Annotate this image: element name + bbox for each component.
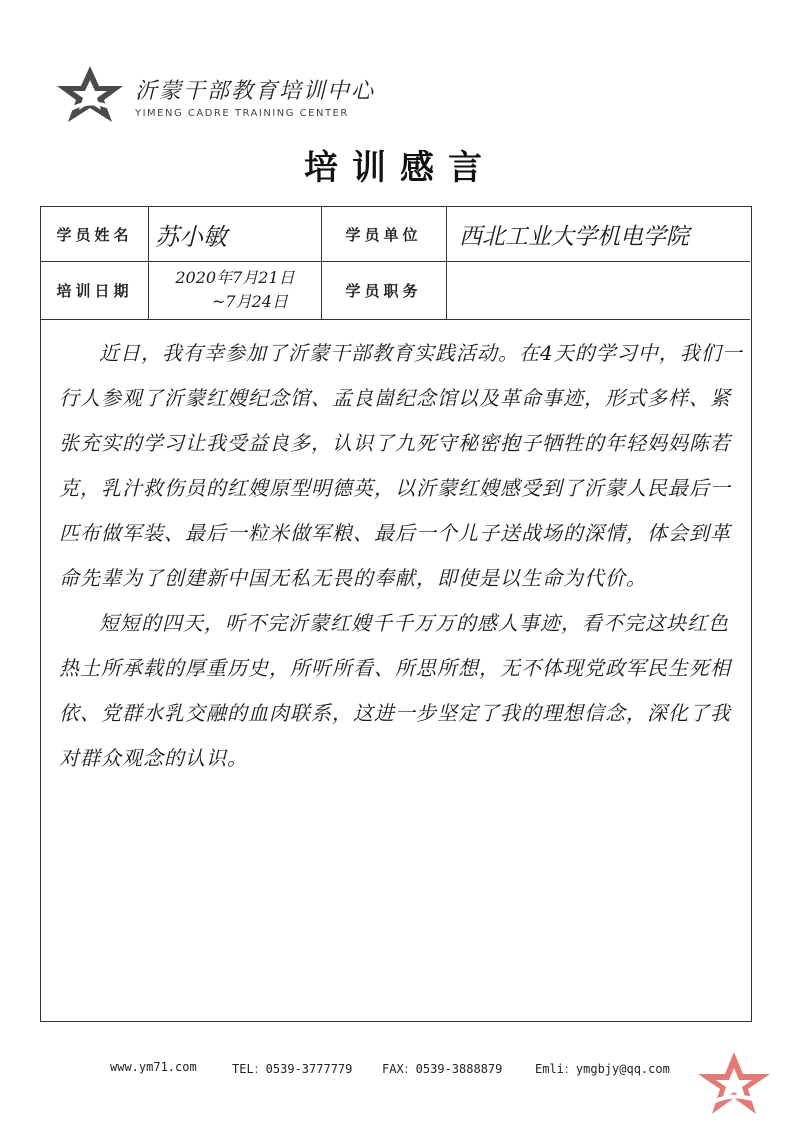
date-label: 培训日期	[56, 281, 133, 300]
reflection-form	[40, 206, 752, 1022]
unit-field[interactable]: 西北工业大学机电学院	[459, 223, 689, 250]
footer-fax: FAX：0539-3888879	[382, 1062, 503, 1076]
footer	[110, 1060, 710, 1080]
name-label: 学员姓名	[56, 225, 133, 244]
header	[55, 62, 385, 132]
date-field[interactable]	[151, 261, 319, 319]
footer-website[interactable]: www.ym71.com	[110, 1060, 197, 1074]
footer-email[interactable]: Emli：ymgbjy@qq.com	[535, 1062, 670, 1076]
name-field[interactable]: 苏小敏	[155, 222, 227, 251]
date-end: ~7月24日	[212, 292, 288, 311]
corner-star-icon	[696, 1050, 772, 1116]
row-divider	[41, 319, 750, 320]
position-field[interactable]	[459, 261, 744, 319]
reflection-text	[59, 331, 743, 781]
page-title: 培训感言	[304, 148, 496, 188]
org-name-cn: 沂蒙干部教育培训中心	[135, 79, 376, 104]
unit-label: 学员单位	[345, 225, 422, 244]
date-start: 2020年7月21日	[175, 268, 295, 287]
footer-tel: TEL：0539-3777779	[232, 1062, 353, 1076]
column-divider	[148, 207, 149, 319]
star-logo-icon	[55, 64, 125, 124]
position-label: 学员职务	[345, 281, 422, 300]
reflection-paragraph: 短短的四天，听不完沂蒙红嫂千千万万的感人事迹，看不完这块红色热土所承载的厚重历史，所听所看、所思所想，无不体现党政军民生死相依、党群水乳交融的血肉联系，这进一步坚定了我的理想信念，深化了我对群众观念的认识。	[59, 611, 731, 770]
reflection-paragraph: 近日，我有幸参加了沂蒙干部教育实践活动。在4天的学习中，我们一行人参观了沂蒙红嫂纪念馆、孟良崮纪念馆以及革命事迹，形式多样、紧张充实的学习让我受益良多，认识了九死守秘密抱子牺牲的年轻妈妈陈若克，乳汁救伤员的红嫂原型明德英，以沂蒙红嫂感受到了沂蒙人民最后一匹布做军装、最后一粒米做军粮、最后一个儿子送战场的深情，体会到革命先辈为了创建新中国无私无畏的奉献，即使是以生命为代价。	[59, 341, 743, 590]
org-name-en: YIMENG CADRE TRAINING CENTER	[135, 108, 349, 119]
column-divider	[446, 207, 447, 319]
